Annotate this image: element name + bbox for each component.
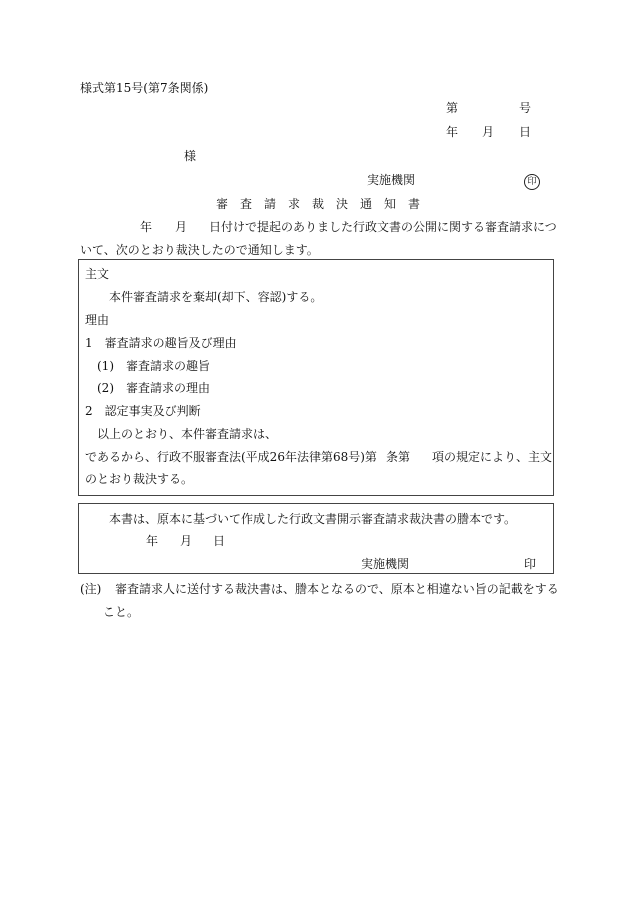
certification-text: 本書は、原本に基づいて作成した行政文書開示審査請求裁決書の謄本です。 — [109, 512, 517, 526]
intro-year: 年 — [140, 220, 153, 234]
reason-item-2: 2 認定事実及び判断 — [85, 404, 201, 418]
conclusion-line-1: 以上のとおり、本件審査請求は、 — [97, 427, 278, 441]
conclusion-line-2c: 項の規定により、主文 — [432, 450, 553, 464]
reason-item-1: 1 審査請求の趣旨及び理由 — [85, 336, 237, 350]
conclusion-line-2a: であるから、行政不服審査法(平成26年法律第68号)第 — [85, 450, 377, 464]
note-line-2: こと。 — [103, 605, 140, 619]
intro-line-1: 日付けで提起のありました行政文書の公開に関する審査請求につ — [209, 220, 557, 234]
reason-item-1-2: (2) 審査請求の理由 — [97, 381, 210, 395]
note-label: (注) — [80, 582, 102, 596]
main-text: 本件審査請求を棄却(却下、容認)する。 — [109, 290, 323, 304]
certification-seal: 印 — [524, 557, 537, 571]
certification-year: 年 — [146, 534, 159, 548]
conclusion-line-3: のとおり裁決する。 — [85, 472, 194, 486]
date-year: 年 — [446, 125, 459, 139]
date-month: 月 — [482, 125, 495, 139]
intro-month: 月 — [175, 220, 188, 234]
addressee-suffix: 様 — [184, 149, 197, 163]
document-title: 審査請求裁決通知書 — [216, 197, 433, 211]
intro-line-2: いて、次のとおり裁決したので通知します。 — [80, 243, 319, 257]
conclusion-line-2b: 条第 — [386, 450, 411, 464]
date-day: 日 — [519, 125, 532, 139]
certification-month: 月 — [180, 534, 193, 548]
form-number: 様式第15号(第7条関係) — [80, 81, 209, 95]
doc-number-prefix: 第 — [446, 101, 459, 115]
note-line-1: 審査請求人に送付する裁決書は、謄本となるので、原本と相違ない旨の記載をする — [115, 582, 559, 596]
certification-day: 日 — [213, 534, 226, 548]
reason-item-1-1: (1) 審査請求の趣旨 — [97, 359, 210, 373]
issuer-name: 実施機関 — [367, 173, 416, 187]
reason-heading: 理由 — [85, 313, 110, 327]
certification-issuer: 実施機関 — [361, 557, 410, 571]
main-heading: 主文 — [85, 267, 110, 281]
seal-icon: 印 — [524, 172, 540, 190]
doc-number-suffix: 号 — [519, 101, 532, 115]
